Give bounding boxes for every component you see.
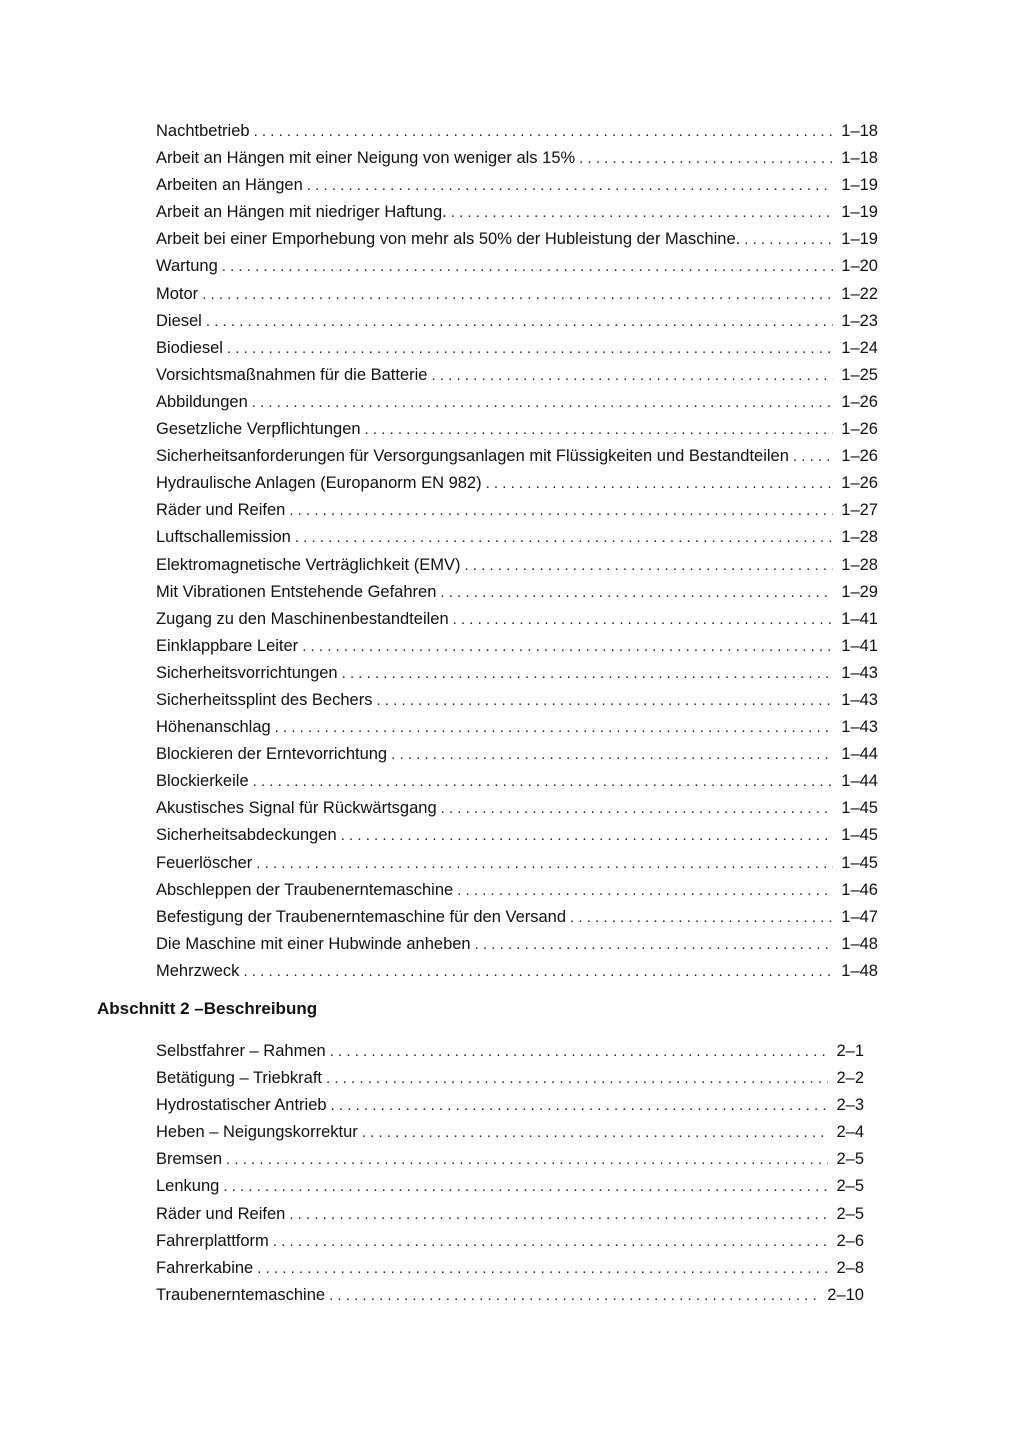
dot-leader	[331, 1092, 829, 1119]
dot-leader	[441, 795, 834, 822]
dot-leader	[453, 606, 834, 633]
dot-leader	[253, 768, 834, 795]
toc-entry-title: Motor	[156, 284, 199, 303]
toc-entry	[156, 281, 878, 308]
toc-entry	[156, 877, 878, 904]
dot-leader	[341, 822, 834, 849]
dot-leader	[391, 741, 833, 768]
toc-entry-page-number: 2–3	[836, 1096, 864, 1115]
toc-entry-title: Wartung	[156, 257, 218, 276]
toc-entry-title: Akustisches Signal für Rückwärtsgang	[156, 799, 437, 818]
toc-entry-title: Hydrostatischer Antrieb	[156, 1096, 327, 1115]
toc-entry	[156, 1119, 864, 1146]
dot-leader	[227, 335, 833, 362]
toc-entry	[156, 1282, 864, 1309]
toc-entry	[156, 1201, 864, 1228]
toc-entry-title: Sicherheitssplint des Bechers	[156, 690, 373, 709]
toc-entry	[156, 497, 878, 524]
toc-entry	[156, 470, 878, 497]
toc-entry-title: Luftschallemission	[156, 528, 291, 547]
toc-entry-page-number: 1–41	[841, 609, 878, 628]
toc-entry-title: Lenkung	[156, 1177, 220, 1196]
toc-entry-title: Arbeit an Hängen mit niedriger Haftung.	[156, 203, 447, 222]
dot-leader	[226, 1146, 828, 1173]
toc-entry-page-number: 1–47	[841, 907, 878, 926]
dot-leader	[257, 1255, 828, 1282]
toc-entry-page-number: 1–43	[841, 690, 878, 709]
toc-entry-title: Blockierkeile	[156, 772, 249, 791]
toc-entry-page-number: 1–26	[841, 392, 878, 411]
dot-leader	[744, 226, 833, 253]
toc-entry-page-number: 1–24	[841, 338, 878, 357]
toc-entry	[156, 660, 878, 687]
toc-entry	[156, 172, 878, 199]
dot-leader	[365, 416, 834, 443]
toc-entry-title: Bremsen	[156, 1150, 223, 1169]
toc-entry	[156, 904, 878, 931]
toc-entry-page-number: 1–44	[841, 772, 878, 791]
dot-leader	[202, 281, 833, 308]
toc-entry	[156, 741, 878, 768]
toc-entry	[156, 850, 878, 877]
toc-entry	[156, 958, 878, 985]
dot-leader	[206, 308, 833, 335]
toc-entry	[156, 145, 878, 172]
toc-entry	[156, 552, 878, 579]
dot-leader	[289, 1201, 828, 1228]
dot-leader	[307, 172, 834, 199]
toc-entry	[156, 931, 878, 958]
toc-entry	[156, 443, 878, 470]
toc-entry-page-number: 1–27	[841, 501, 878, 520]
toc-entry-page-number: 1–19	[841, 176, 878, 195]
toc-entry	[156, 687, 878, 714]
dot-leader	[223, 1173, 828, 1200]
toc-entry-title: Abbildungen	[156, 392, 248, 411]
toc-entry	[156, 822, 878, 849]
dot-leader	[342, 660, 834, 687]
dot-leader	[457, 877, 833, 904]
toc-entry-title: Mehrzweck	[156, 961, 240, 980]
toc-section-1	[156, 118, 878, 985]
toc-entry-title: Arbeiten an Hängen	[156, 176, 303, 195]
toc-entry-title: Befestigung der Traubenerntemaschine für den Versand	[156, 907, 567, 926]
dot-leader	[440, 579, 833, 606]
dot-leader	[295, 524, 833, 551]
dot-leader	[570, 904, 833, 931]
dot-leader	[289, 497, 833, 524]
toc-entry-page-number: 1–28	[841, 555, 878, 574]
toc-entry-title: Abschleppen der Traubenerntemaschine	[156, 880, 454, 899]
toc-entry-title: Sicherheitsvorrichtungen	[156, 663, 338, 682]
toc-entry	[156, 1228, 864, 1255]
toc-entry-page-number: 1–19	[841, 203, 878, 222]
toc-entry-page-number: 2–6	[836, 1231, 864, 1250]
toc-entry-page-number: 1–18	[841, 122, 878, 140]
toc-entry	[156, 253, 878, 280]
dot-leader	[326, 1065, 828, 1092]
toc-entry-title: Traubenerntemaschine	[156, 1285, 326, 1304]
toc-entry-title: Selbstfahrer – Rahmen	[156, 1042, 326, 1060]
toc-section-2	[156, 1038, 864, 1309]
toc-entry	[156, 768, 878, 795]
dot-leader	[256, 850, 833, 877]
toc-entry-page-number: 1–48	[841, 934, 878, 953]
toc-entry-page-number: 2–1	[836, 1042, 864, 1060]
toc-entry-title: Vorsichtsmaßnahmen für die Batterie	[156, 365, 428, 384]
dot-leader	[302, 633, 833, 660]
toc-entry-page-number: 1–45	[841, 853, 878, 872]
toc-entry-page-number: 1–22	[841, 284, 878, 303]
toc-entry-title: Arbeit bei einer Emporhebung von mehr als 50% der Hubleistung der Maschine.	[156, 230, 741, 249]
dot-leader	[252, 389, 834, 416]
dot-leader	[275, 714, 834, 741]
toc-entry	[156, 1146, 864, 1173]
toc-entry-page-number: 1–26	[841, 420, 878, 439]
toc-entry	[156, 362, 878, 389]
toc-entry-page-number: 1–26	[841, 447, 878, 466]
toc-entry-title: Sicherheitsanforderungen für Versorgungsanlagen mit Flüssigkeiten und Bestandteilen	[156, 447, 789, 466]
toc-entry-page-number: 1–43	[841, 718, 878, 737]
toc-entry-page-number: 1–44	[841, 745, 878, 764]
toc-entry-title: Blockieren der Erntevorrichtung	[156, 745, 388, 764]
toc-entry-page-number: 1–23	[841, 311, 878, 330]
dot-leader	[464, 552, 833, 579]
toc-entry-title: Mit Vibrationen Entstehende Gefahren	[156, 582, 437, 601]
toc-entry	[156, 416, 878, 443]
toc-entry	[156, 335, 878, 362]
toc-entry	[156, 633, 878, 660]
toc-entry	[156, 118, 878, 145]
toc-entry-title: Räder und Reifen	[156, 1204, 286, 1223]
toc-entry-page-number: 2–5	[836, 1204, 864, 1223]
toc-entry-page-number: 1–48	[841, 961, 878, 980]
dot-leader	[475, 931, 834, 958]
toc-entry-title: Die Maschine mit einer Hubwinde anheben	[156, 934, 471, 953]
toc-entry-page-number: 1–18	[841, 149, 878, 168]
toc-entry	[156, 1092, 864, 1119]
toc-entry-page-number: 1–46	[841, 880, 878, 899]
toc-entry-page-number: 1–25	[841, 365, 878, 384]
toc-entry-page-number: 1–28	[841, 528, 878, 547]
toc-entry	[156, 226, 878, 253]
toc-entry-title: Arbeit an Hängen mit einer Neigung von weniger als 15%	[156, 149, 576, 168]
toc-entry	[156, 1255, 864, 1282]
dot-leader	[273, 1228, 829, 1255]
toc-entry	[156, 1065, 864, 1092]
toc-entry-page-number: 1–45	[841, 826, 878, 845]
dot-leader	[362, 1119, 829, 1146]
toc-entry	[156, 1038, 864, 1065]
toc-entry-title: Fahrerplattform	[156, 1231, 269, 1250]
toc-entry-page-number: 1–29	[841, 582, 878, 601]
toc-entry	[156, 1173, 864, 1200]
toc-entry-title: Höhenanschlag	[156, 718, 271, 737]
toc-entry	[156, 308, 878, 335]
section-2-heading: Abschnitt 2 –Beschreibung	[97, 999, 318, 1018]
dot-leader	[330, 1038, 829, 1065]
toc-entry-title: Heben – Neigungskorrektur	[156, 1123, 358, 1142]
toc-entry-page-number: 1–41	[841, 636, 878, 655]
toc-entry-page-number: 2–4	[836, 1123, 864, 1142]
toc-entry-page-number: 1–45	[841, 799, 878, 818]
toc-entry-title: Biodiesel	[156, 338, 223, 357]
toc-entry-title: Sicherheitsabdeckungen	[156, 826, 337, 845]
dot-leader	[431, 362, 833, 389]
dot-leader	[579, 145, 833, 172]
toc-entry	[156, 199, 878, 226]
toc-entry-title: Betätigung – Triebkraft	[156, 1069, 323, 1088]
toc-entry	[156, 524, 878, 551]
dot-leader	[451, 199, 834, 226]
toc-entry-page-number: 2–5	[836, 1150, 864, 1169]
toc-entry-page-number: 1–43	[841, 663, 878, 682]
toc-entry-page-number: 1–19	[841, 230, 878, 249]
toc-entry-title: Zugang zu den Maschinenbestandteilen	[156, 609, 449, 628]
toc-entry-title: Feuerlöscher	[156, 853, 253, 872]
toc-entry-title: Einklappbare Leiter	[156, 636, 299, 655]
toc-entry-page-number: 2–10	[827, 1285, 864, 1304]
toc-entry-title: Elektromagnetische Verträglichkeit (EMV)	[156, 555, 461, 574]
toc-entry-title: Nachtbetrieb	[156, 122, 250, 140]
toc-entry-page-number: 1–20	[841, 257, 878, 276]
toc-entry	[156, 606, 878, 633]
toc-entry-page-number: 2–8	[836, 1258, 864, 1277]
toc-entry-page-number: 2–5	[836, 1177, 864, 1196]
toc-entry-title: Fahrerkabine	[156, 1258, 254, 1277]
dot-leader	[793, 443, 833, 470]
dot-leader	[329, 1282, 819, 1309]
toc-entry	[156, 579, 878, 606]
dot-leader	[486, 470, 834, 497]
toc-entry-title: Gesetzliche Verpflichtungen	[156, 420, 361, 439]
dot-leader	[254, 118, 834, 145]
toc-entry-title: Räder und Reifen	[156, 501, 286, 520]
toc-entry	[156, 714, 878, 741]
dot-leader	[376, 687, 833, 714]
toc-entry-page-number: 1–26	[841, 474, 878, 493]
toc-entry-title: Diesel	[156, 311, 202, 330]
toc-entry-title: Hydraulische Anlagen (Europanorm EN 982)	[156, 474, 482, 493]
toc-entry	[156, 795, 878, 822]
dot-leader	[222, 253, 834, 280]
toc-entry-page-number: 2–2	[836, 1069, 864, 1088]
toc-entry	[156, 389, 878, 416]
dot-leader	[243, 958, 833, 985]
